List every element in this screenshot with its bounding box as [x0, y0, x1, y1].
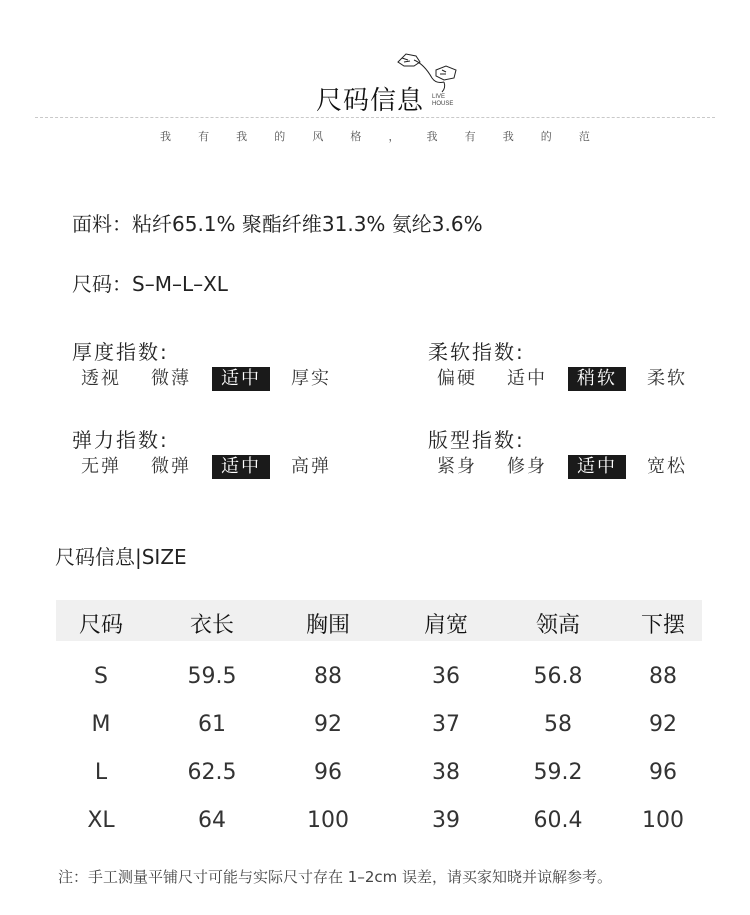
table-cell: 88 — [314, 664, 342, 689]
elasticity-index-options — [72, 455, 352, 479]
fit-index-title: 版型指数: — [428, 428, 525, 452]
table-header-cell: 胸围 — [305, 613, 351, 638]
thickness-index-options — [72, 367, 352, 391]
table-cell: 62.5 — [187, 760, 237, 785]
fit-option-selected: 适中 — [568, 455, 626, 479]
table-cell: 36 — [432, 664, 460, 689]
elasticity-option: 微弹 — [151, 456, 191, 477]
page-title: 尺码信息 — [316, 86, 425, 116]
badge-line-1: LIVE — [432, 94, 446, 100]
table-row — [56, 664, 702, 694]
thickness-option: 厚实 — [291, 368, 331, 389]
table-cell: 56.8 — [533, 664, 583, 689]
subtitle-char: 风 — [312, 130, 324, 143]
subtitle-char: 有 — [198, 130, 210, 143]
thickness-option: 微薄 — [151, 368, 191, 389]
available-sizes: 尺码：S–M–L–XL — [72, 272, 228, 296]
table-cell: 59.5 — [187, 664, 237, 689]
header-divider — [35, 117, 715, 118]
thickness-option: 透视 — [81, 368, 121, 389]
measurement-note: 注：手工测量平铺尺寸可能与实际尺寸存在 1–2cm 误差，请买家知晓并谅解参考。 — [58, 868, 612, 886]
subtitle-char: 我 — [160, 130, 171, 143]
table-cell: 64 — [198, 808, 226, 833]
elasticity-index-title: 弹力指数: — [72, 428, 169, 452]
table-cell: 92 — [314, 712, 342, 737]
badge-line-2: HOUSE — [432, 101, 454, 107]
softness-option-selected: 稍软 — [568, 367, 626, 391]
table-row — [56, 760, 702, 790]
subtitle-char: 的 — [274, 130, 286, 143]
table-cell: 37 — [432, 712, 460, 737]
subtitle-char: 我 — [236, 130, 248, 143]
subtitle-char: 格 — [350, 130, 362, 143]
fit-index-options — [428, 455, 708, 479]
size-section-title: 尺码信息|SIZE — [55, 545, 187, 569]
softness-option: 偏硬 — [437, 368, 477, 389]
table-cell: 38 — [432, 760, 460, 785]
elasticity-option: 高弹 — [291, 456, 331, 477]
softness-option: 柔软 — [647, 368, 687, 389]
table-cell: M — [91, 712, 111, 737]
thickness-option-selected: 适中 — [212, 367, 270, 391]
subtitle-char: 有 — [464, 130, 476, 143]
softness-option: 适中 — [507, 368, 547, 389]
table-header-cell: 下摆 — [640, 613, 686, 638]
table-header-cell: 尺码 — [78, 613, 124, 638]
elasticity-option-selected: 适中 — [212, 455, 270, 479]
table-header-cell: 领高 — [535, 613, 581, 638]
subtitle-char: 的 — [540, 130, 552, 143]
thickness-index-title: 厚度指数: — [72, 340, 169, 364]
elasticity-option: 无弹 — [81, 456, 121, 477]
subtitle-char: 范 — [578, 130, 590, 143]
table-cell: 58 — [544, 712, 572, 737]
subtitle-char: 我 — [426, 130, 438, 143]
table-header-cell: 衣长 — [189, 613, 235, 638]
table-cell: S — [94, 664, 108, 689]
subtitle-char: ， — [388, 130, 400, 143]
subtitle-char: 我 — [502, 130, 514, 143]
table-cell: 96 — [314, 760, 342, 785]
fabric-composition: 面料：粘纤65.1% 聚酯纤维31.3% 氨纶3.6% — [72, 212, 483, 236]
fit-option: 紧身 — [437, 456, 477, 477]
table-header-cell: 肩宽 — [423, 613, 469, 638]
table-cell: L — [94, 760, 108, 785]
table-cell: 59.2 — [533, 760, 583, 785]
table-cell: 100 — [642, 808, 684, 833]
softness-index-title: 柔软指数: — [428, 340, 525, 364]
table-cell: XL — [87, 808, 115, 833]
table-row — [56, 712, 702, 742]
size-table-header — [56, 600, 702, 641]
table-cell: 100 — [307, 808, 349, 833]
live-house-badge — [432, 94, 453, 108]
table-row — [56, 808, 702, 838]
table-cell: 92 — [649, 712, 677, 737]
header-subtitle — [160, 128, 590, 144]
table-cell: 88 — [649, 664, 677, 689]
fit-option: 宽松 — [647, 456, 687, 477]
fit-option: 修身 — [507, 456, 547, 477]
table-cell: 61 — [198, 712, 226, 737]
softness-index-options — [428, 367, 708, 391]
table-cell: 96 — [649, 760, 677, 785]
table-cell: 39 — [432, 808, 460, 833]
table-cell: 60.4 — [533, 808, 583, 833]
